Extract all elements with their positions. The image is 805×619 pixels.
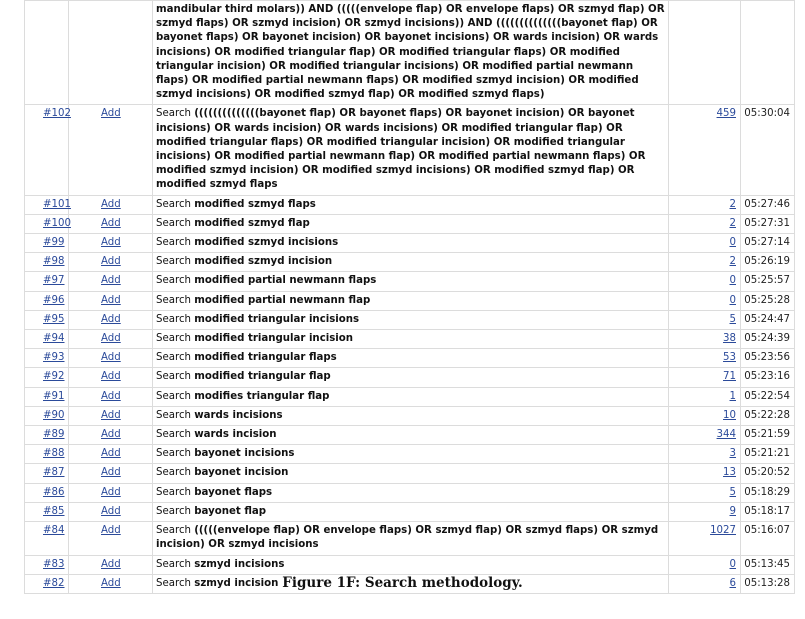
query-terms: modified triangular flaps [194, 352, 337, 364]
table-row [25, 502, 795, 521]
history-id-link[interactable]: #82 [25, 574, 69, 593]
result-count-link[interactable]: 10 [669, 406, 741, 425]
timestamp: 05:13:28 [741, 574, 795, 593]
table-row [25, 483, 795, 502]
search-word: Search [156, 448, 191, 460]
query-terms: modified szmyd incision [194, 256, 333, 268]
add-link[interactable]: Add [69, 310, 153, 329]
hist-cell-empty [25, 1, 69, 105]
query-cell [153, 310, 669, 329]
result-count-link[interactable]: 53 [669, 349, 741, 368]
result-count-link[interactable]: 13 [669, 464, 741, 483]
query-terms: bayonet flap [194, 505, 267, 517]
query-cell [153, 445, 669, 464]
query-cell [153, 483, 669, 502]
history-id-link[interactable]: #102 [25, 105, 69, 195]
result-count-link[interactable]: 0 [669, 291, 741, 310]
table-row [25, 195, 795, 214]
timestamp: 05:24:47 [741, 310, 795, 329]
add-link[interactable]: Add [69, 445, 153, 464]
history-id-link[interactable]: #91 [25, 387, 69, 406]
result-count-link[interactable]: 1 [669, 387, 741, 406]
query-terms: modified szmyd flaps [194, 198, 316, 210]
history-id-link[interactable]: #87 [25, 464, 69, 483]
query-cell [153, 195, 669, 214]
search-word: Search [156, 558, 191, 570]
table-row [25, 291, 795, 310]
query-terms: modified triangular flap [194, 371, 331, 383]
query-cell [153, 555, 669, 574]
query-cell [153, 272, 669, 291]
search-word: Search [156, 275, 191, 287]
add-link[interactable]: Add [69, 387, 153, 406]
timestamp: 05:22:28 [741, 406, 795, 425]
figure-caption: Figure 1F: Search methodology. [282, 575, 523, 591]
query-cell [153, 291, 669, 310]
table-row [25, 214, 795, 233]
continuation-row [25, 1, 795, 105]
search-word: Search [156, 237, 191, 249]
query-terms: szmyd incision [194, 577, 279, 589]
timestamp: 05:27:46 [741, 195, 795, 214]
timestamp: 05:27:31 [741, 214, 795, 233]
search-word: Search [156, 429, 191, 441]
query-cell [153, 253, 669, 272]
query-continuation [153, 1, 669, 105]
search-word: Search [156, 256, 191, 268]
history-id-link[interactable]: #85 [25, 502, 69, 521]
timestamp: 05:22:54 [741, 387, 795, 406]
table-row [25, 272, 795, 291]
result-count-link[interactable]: 2 [669, 253, 741, 272]
history-id-link[interactable]: #95 [25, 310, 69, 329]
add-link[interactable]: Add [69, 272, 153, 291]
result-count-link[interactable]: 344 [669, 426, 741, 445]
search-word: Search [156, 313, 191, 325]
query-terms: mandibular third molars)) AND (((((envelope flap) OR envelope flaps) OR szmyd flap) OR szmyd flaps) OR szmyd incision) OR szmyd incisions)) AND ((((((((((((((bayonet flap) OR bayonet flaps) OR bayonet incision) OR bayonet incisions) OR wards incision) OR wards incisions) OR modified triangular flap) OR modified triangular flaps) OR modified triangular incision) OR modified triangular incisions) OR modified partial newmann flaps) OR modified partial newmann flaps) OR modified szmyd incision) OR modified szmyd incisions) OR modified szmyd flap) OR modified szmyd flaps) [156, 4, 665, 101]
query-terms: modified triangular incision [194, 333, 354, 345]
timestamp: 05:21:59 [741, 426, 795, 445]
timestamp: 05:23:56 [741, 349, 795, 368]
table-row [25, 253, 795, 272]
add-link[interactable]: Add [69, 368, 153, 387]
table-row [25, 464, 795, 483]
add-link[interactable]: Add [69, 234, 153, 253]
search-word: Search [156, 371, 191, 383]
search-word: Search [156, 505, 191, 517]
timestamp: 05:20:52 [741, 464, 795, 483]
history-id-link[interactable]: #97 [25, 272, 69, 291]
query-cell [153, 368, 669, 387]
history-id-link[interactable]: #86 [25, 483, 69, 502]
timestamp: 05:24:39 [741, 330, 795, 349]
time-cell-empty [741, 1, 795, 105]
query-terms: (((((envelope flap) OR envelope flaps) OR szmyd flap) OR szmyd flaps) OR szmyd incision) OR szmyd incisions [156, 525, 659, 551]
query-terms: ((((((((((((((bayonet flap) OR bayonet flaps) OR bayonet incision) OR bayonet incisions) OR wards incision) OR wards incisions) OR modified triangular flap) OR modified triangular flaps) OR modified triangular incision) OR modified triangular incisions) OR modified partial newmann flap) OR modified partial newmann flaps) OR modified szmyd incision) OR modified szmyd incisions) OR modified szmyd flap) OR modified szmyd flaps [156, 108, 646, 191]
table-row [25, 234, 795, 253]
query-terms: modifies triangular flap [194, 390, 330, 402]
add-link[interactable]: Add [69, 522, 153, 555]
timestamp: 05:25:57 [741, 272, 795, 291]
timestamp: 05:21:21 [741, 445, 795, 464]
query-cell [153, 406, 669, 425]
add-link[interactable]: Add [69, 574, 153, 593]
add-link[interactable]: Add [69, 291, 153, 310]
timestamp: 05:25:28 [741, 291, 795, 310]
query-terms: modified szmyd incisions [194, 237, 339, 249]
timestamp: 05:26:19 [741, 253, 795, 272]
result-count-link[interactable]: 1027 [669, 522, 741, 555]
search-history-table [24, 0, 795, 594]
query-cell [153, 426, 669, 445]
table-row [25, 426, 795, 445]
table-row [25, 406, 795, 425]
query-cell [153, 387, 669, 406]
history-id-link[interactable]: #90 [25, 406, 69, 425]
table-row [25, 330, 795, 349]
result-count-link[interactable]: 3 [669, 445, 741, 464]
timestamp: 05:30:04 [741, 105, 795, 195]
result-count-link[interactable]: 5 [669, 310, 741, 329]
result-count-link[interactable]: 2 [669, 214, 741, 233]
query-cell [153, 105, 669, 195]
add-link[interactable]: Add [69, 502, 153, 521]
search-word: Search [156, 577, 191, 589]
query-terms: modified partial newmann flaps [194, 275, 377, 287]
result-count-link[interactable]: 0 [669, 234, 741, 253]
search-word: Search [156, 467, 191, 479]
history-id-link[interactable]: #83 [25, 555, 69, 574]
history-id-link[interactable]: #88 [25, 445, 69, 464]
search-word: Search [156, 486, 191, 498]
timestamp: 05:13:45 [741, 555, 795, 574]
query-cell [153, 464, 669, 483]
add-link[interactable]: Add [69, 483, 153, 502]
query-terms: modified triangular incisions [194, 313, 360, 325]
query-cell [153, 214, 669, 233]
query-terms: wards incisions [194, 409, 283, 421]
history-id-link[interactable]: #101 [25, 195, 69, 214]
result-count-link[interactable]: 5 [669, 483, 741, 502]
query-terms: bayonet flaps [194, 486, 273, 498]
table-row [25, 310, 795, 329]
query-terms: szmyd incisions [194, 558, 285, 570]
search-word: Search [156, 333, 191, 345]
timestamp: 05:23:16 [741, 368, 795, 387]
add-link[interactable]: Add [69, 330, 153, 349]
query-terms: modified partial newmann flap [194, 294, 371, 306]
table-row [25, 349, 795, 368]
add-link[interactable]: Add [69, 555, 153, 574]
result-count-link[interactable]: 0 [669, 272, 741, 291]
history-id-link[interactable]: #84 [25, 522, 69, 555]
result-count-link[interactable]: 0 [669, 555, 741, 574]
search-word: Search [156, 409, 191, 421]
history-id-link[interactable]: #89 [25, 426, 69, 445]
add-link[interactable]: Add [69, 464, 153, 483]
result-count-link[interactable]: 6 [669, 574, 741, 593]
table-row [25, 387, 795, 406]
history-id-link[interactable]: #93 [25, 349, 69, 368]
query-cell [153, 349, 669, 368]
timestamp: 05:18:29 [741, 483, 795, 502]
search-word: Search [156, 294, 191, 306]
history-id-link[interactable]: #96 [25, 291, 69, 310]
query-cell [153, 502, 669, 521]
add-link[interactable]: Add [69, 253, 153, 272]
search-word: Search [156, 198, 191, 210]
history-id-link[interactable]: #92 [25, 368, 69, 387]
history-id-link[interactable]: #94 [25, 330, 69, 349]
result-count-link[interactable]: 9 [669, 502, 741, 521]
add-link[interactable]: Add [69, 406, 153, 425]
add-cell-empty [69, 1, 153, 105]
result-count-link[interactable]: 38 [669, 330, 741, 349]
result-count-link[interactable]: 2 [669, 195, 741, 214]
count-cell-empty [669, 1, 741, 105]
timestamp: 05:18:17 [741, 502, 795, 521]
table-row [25, 555, 795, 574]
query-terms: modified szmyd flap [194, 217, 310, 229]
query-cell [153, 522, 669, 555]
search-word: Search [156, 352, 191, 364]
query-cell [153, 234, 669, 253]
history-id-link[interactable]: #100 [25, 214, 69, 233]
search-word: Search [156, 390, 191, 402]
table-row [25, 105, 795, 195]
search-word: Search [156, 217, 191, 229]
add-link[interactable]: Add [69, 105, 153, 195]
history-id-link[interactable]: #98 [25, 253, 69, 272]
search-word: Search [156, 108, 191, 120]
result-count-link[interactable]: 459 [669, 105, 741, 195]
add-link[interactable]: Add [69, 426, 153, 445]
result-count-link[interactable]: 71 [669, 368, 741, 387]
query-terms: wards incision [194, 429, 277, 441]
query-terms: bayonet incisions [194, 448, 295, 460]
table-row [25, 522, 795, 555]
history-id-link[interactable]: #99 [25, 234, 69, 253]
search-word: Search [156, 525, 191, 537]
timestamp: 05:27:14 [741, 234, 795, 253]
add-link[interactable]: Add [69, 349, 153, 368]
query-terms: bayonet incision [194, 467, 289, 479]
add-link[interactable]: Add [69, 195, 153, 214]
table-row [25, 445, 795, 464]
add-link[interactable]: Add [69, 214, 153, 233]
query-cell [153, 330, 669, 349]
table-row [25, 368, 795, 387]
timestamp: 05:16:07 [741, 522, 795, 555]
